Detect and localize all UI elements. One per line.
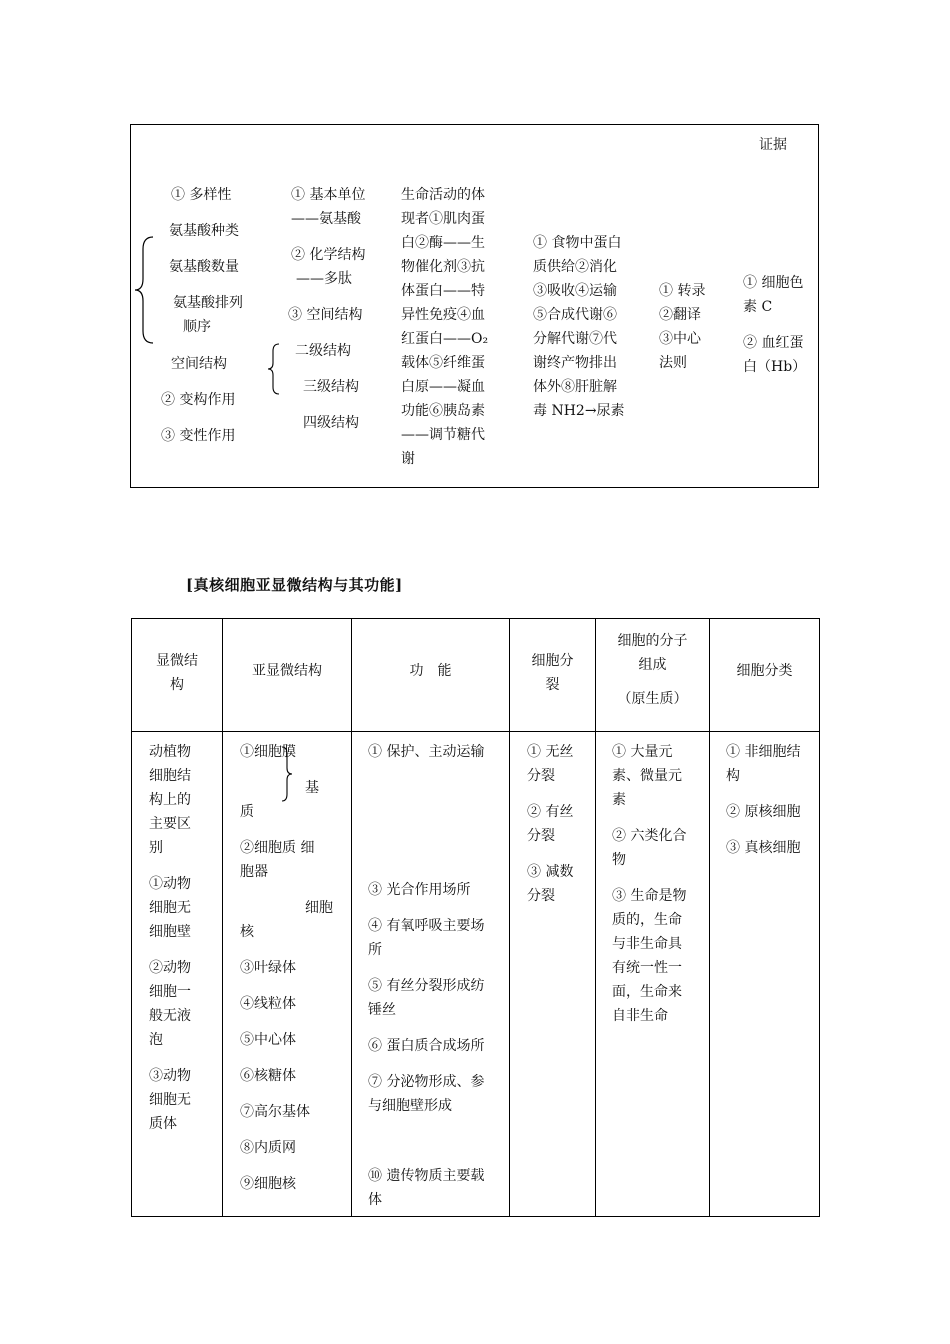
metabolism-line: 质供给②消化 (533, 259, 617, 275)
division-line: ① 无丝 (527, 744, 574, 760)
composition-line: 有统一性一 (612, 960, 682, 976)
composition-line: 自非生命 (612, 1008, 668, 1024)
evidence-line: 素 C (743, 299, 773, 315)
synthesis-line: ③中心 (659, 331, 701, 347)
metabolism-line: ① 食物中蛋白 (533, 235, 622, 251)
centrosome: ⑤中心体 (240, 1032, 296, 1048)
col-microscopic (132, 732, 223, 1217)
function-line: 红蛋白——O₂ (401, 331, 489, 347)
header-molecular-composition: 细胞的分子 组成 （原生质） (596, 619, 710, 732)
classification-line: ③ 真核细胞 (726, 840, 801, 856)
division-line: 分裂 (527, 768, 555, 784)
function-line: 谢 (401, 451, 415, 467)
synthesis-line: ②翻译 (659, 307, 701, 323)
nucleus: ⑨细胞核 (240, 1176, 296, 1192)
structure-difference-line: 主要区 (149, 816, 191, 832)
synthesis-line: 法则 (659, 355, 687, 371)
amino-acid-types: 氨基酸种类 (169, 223, 239, 239)
mitochondria: ④线粒体 (240, 996, 296, 1012)
ribosome: ⑥核糖体 (240, 1068, 296, 1084)
amino-acid-order-cont: 顺序 (183, 319, 211, 335)
metabolism-line: ⑤合成代谢⑥ (533, 307, 617, 323)
function-3: ③ 光合作用场所 (368, 882, 471, 898)
function-4: ④ 有氧呼吸主要场 (368, 918, 485, 934)
division-line: 分裂 (527, 888, 555, 904)
col-cell-division (510, 732, 596, 1217)
structure-difference-line: 别 (149, 840, 163, 856)
function-5: ⑤ 有丝分裂形成纺 (368, 978, 485, 994)
denaturation-label: ③ 变性作用 (161, 428, 236, 444)
function-line: 物催化剂③抗 (401, 259, 485, 275)
evidence-header: 证据 (759, 137, 787, 153)
composition-line: 素、微量元 (612, 768, 682, 784)
division-line: ② 有丝 (527, 804, 574, 820)
tertiary-structure: 三级结构 (303, 379, 359, 395)
chloroplast: ③叶绿体 (240, 960, 296, 976)
composition-line: 与非生命具 (612, 936, 682, 952)
composition-line: ③ 生命是物 (612, 888, 687, 904)
basic-unit-amino-acid: ——氨基酸 (291, 211, 361, 227)
structure-difference-line: 质体 (149, 1116, 177, 1132)
table-body-row (132, 732, 820, 1217)
function-10: ⑩ 遗传物质主要载 (368, 1168, 485, 1184)
composition-line: 质的，生命 (612, 912, 682, 928)
function-line: 载体⑤纤维蛋 (401, 355, 485, 371)
division-line: ③ 减数 (527, 864, 574, 880)
structure-difference-line: 细胞结 (149, 768, 191, 784)
structure-difference-line: 构上的 (149, 792, 191, 808)
evidence-line: 白（Hb） (743, 359, 807, 375)
composition-line: ① 大量元 (612, 744, 673, 760)
metabolism-line: 谢终产物排出 (533, 355, 617, 371)
structure-difference-line: 细胞一 (149, 984, 191, 1000)
evidence-line: ② 血红蛋 (743, 335, 804, 351)
structure-difference-line: 细胞壁 (149, 924, 191, 940)
chemical-structure: ② 化学结构 (291, 247, 366, 263)
amino-acid-order: 氨基酸排列 (173, 295, 243, 311)
function-6: ⑥ 蛋白质合成场所 (368, 1038, 485, 1054)
metabolism-line: 毒 NH2→尿素 (533, 403, 625, 419)
classification-line: ② 原核细胞 (726, 804, 801, 820)
classification-line: ① 非细胞结 (726, 744, 801, 760)
header-cell-division: 细胞分 裂 (510, 619, 596, 732)
structure-difference-line: ③动物 (149, 1068, 191, 1084)
function-7: ⑦ 分泌物形成、参 (368, 1074, 485, 1090)
function-line: 异性免疫④血 (401, 307, 485, 323)
brace-icon (267, 343, 281, 395)
header-submicroscopic: 亚显微结构 (223, 619, 352, 732)
col-cell-classification (710, 732, 820, 1217)
structure-difference-line: ①动物 (149, 876, 191, 892)
function-line: 体蛋白——特 (401, 283, 485, 299)
basic-unit: ① 基本单位 (291, 187, 366, 203)
evidence-line: ① 细胞色 (743, 275, 804, 291)
brace-icon (281, 746, 293, 802)
structure-difference-line: 细胞无 (149, 1092, 191, 1108)
protein-structure-table (130, 124, 819, 488)
composition-line: 素 (612, 792, 626, 808)
function-line: 功能⑥胰岛素 (401, 403, 485, 419)
col-molecular-composition (596, 732, 710, 1217)
col-submicroscopic: ①细胞膜 基 质 ②细胞质 细 胞器 细胞 核 ③叶绿体 ④线粒体 ⑤中心体 ⑥核糖体 ⑦高尔基体 ⑧内质网 ⑨细胞核 (223, 732, 352, 1217)
spatial-structure-label: 空间结构 (171, 356, 227, 372)
brace-icon (133, 235, 157, 345)
composition-line: ② 六类化合 (612, 828, 687, 844)
function-line: 白②酶——生 (401, 235, 485, 251)
col-function: ① 保护、主动运输 ③ 光合作用场所 ④ 有氧呼吸主要场 所 ⑤ 有丝分裂形成纺 锤丝 ⑥ 蛋白质合成场所 ⑦ 分泌物形成、参 与细胞壁形成 ⑩ 遗传物质主要载 体 (352, 732, 510, 1217)
synthesis-line: ① 转录 (659, 283, 706, 299)
golgi: ⑦高尔基体 (240, 1104, 310, 1120)
endoplasmic-reticulum: ⑧内质网 (240, 1140, 296, 1156)
classification-line: 构 (726, 768, 740, 784)
function-1: ① 保护、主动运输 (368, 744, 485, 760)
composition-line: 面，生命来 (612, 984, 682, 1000)
structure-difference-line: ②动物 (149, 960, 191, 976)
cell-membrane: ①细胞膜 (240, 744, 296, 760)
header-microscopic: 显微结 构 (132, 619, 223, 732)
function-line: 白原——凝血 (401, 379, 485, 395)
metabolism-line: 体外⑧肝脏解 (533, 379, 617, 395)
eukaryotic-cell-table (131, 618, 820, 1217)
quaternary-structure: 四级结构 (303, 415, 359, 431)
header-function: 功 能 (352, 619, 510, 732)
structure-difference-line: 泡 (149, 1032, 163, 1048)
structure-difference-line: 般无液 (149, 1008, 191, 1024)
function-line: 生命活动的体 (401, 187, 485, 203)
structure-difference-line: 动植物 (149, 744, 191, 760)
function-line: ——调节糖代 (401, 427, 485, 443)
function-line: 现者①肌肉蛋 (401, 211, 485, 227)
structure-difference-line: 细胞无 (149, 900, 191, 916)
composition-line: 物 (612, 852, 626, 868)
secondary-structure: 二级结构 (295, 343, 351, 359)
table-header-row (132, 619, 820, 732)
amino-acid-count: 氨基酸数量 (169, 259, 239, 275)
cytoplasm: ②细胞质 细 (240, 840, 315, 856)
spatial-structure: ③ 空间结构 (288, 307, 363, 323)
diversity-label: ① 多样性 (171, 187, 232, 203)
header-cell-classification: 细胞分类 (710, 619, 820, 732)
metabolism-line: 分解代谢⑦代 (533, 331, 617, 347)
chemical-structure-polypeptide: ——多肽 (296, 271, 352, 287)
section-title: [真核细胞亚显微结构与其功能] (186, 576, 403, 594)
allostery-label: ② 变构作用 (161, 392, 236, 408)
metabolism-line: ③吸收④运输 (533, 283, 617, 299)
division-line: 分裂 (527, 828, 555, 844)
